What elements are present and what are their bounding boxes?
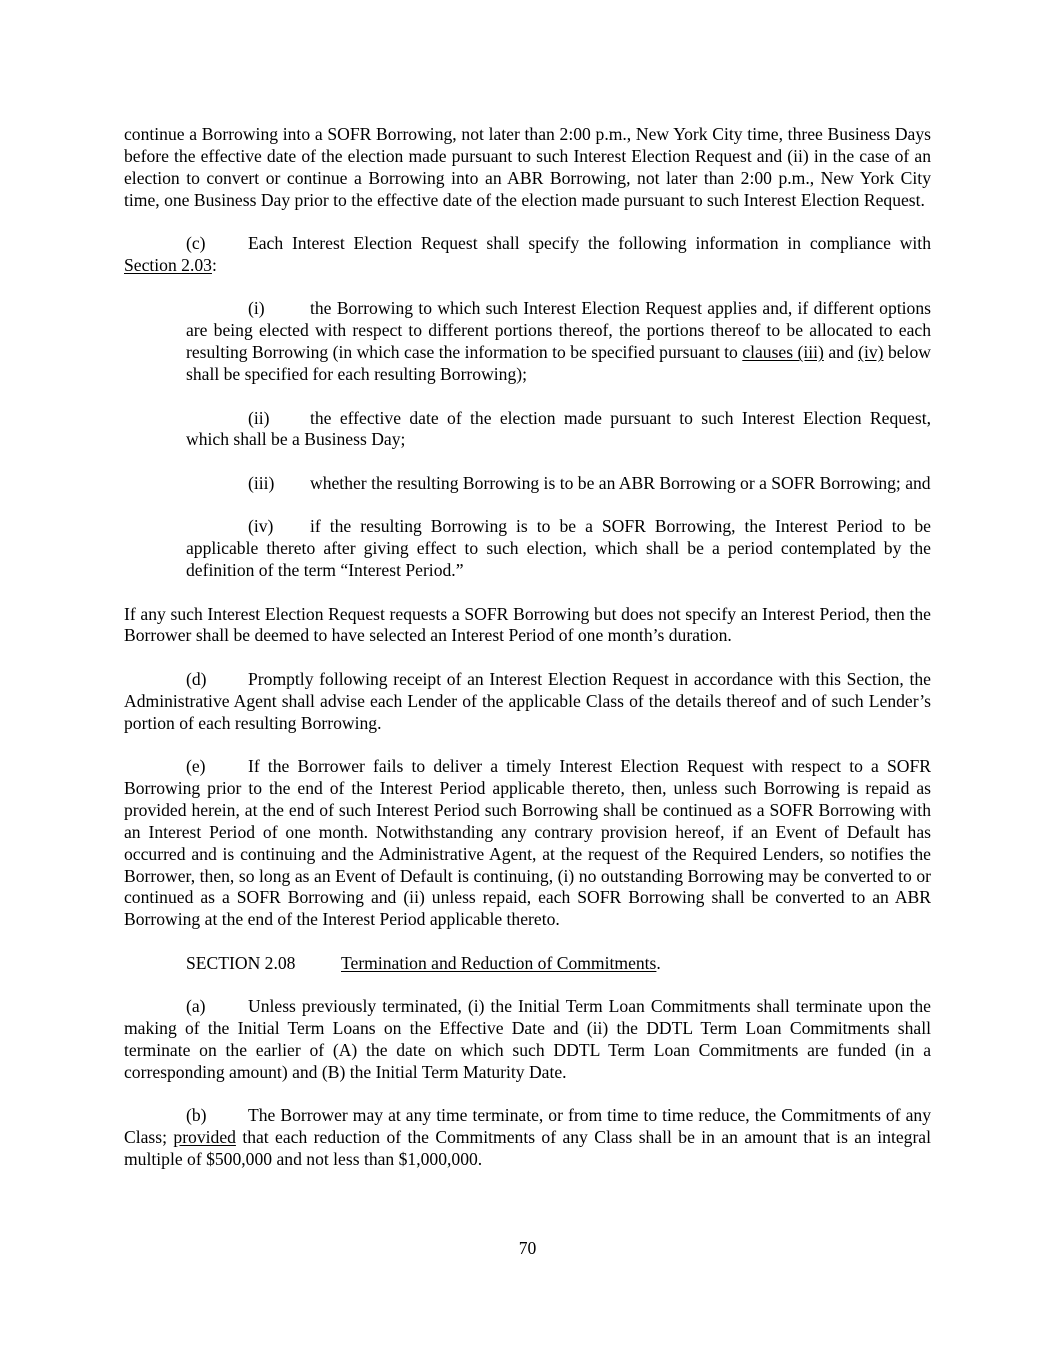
- clause-number-ii: (ii): [248, 407, 270, 428]
- clause-text-e: If the Borrower fails to deliver a timely Interest Election Request with respect to a SOFR Borrowing prior to the end of the Interest Period applicable thereto, then, unless such Borrowing is repaid as provided herein, at the end of such Interest Period such Borrowing shall be continued as a SOFR Borrowing with an Interest Period of one month. Notwithstanding any contrary provision hereof, if an Event of Default has occurred and is continuing and the Administrative Agent, at the request of the Required Lenders, so notifies the Borrower, then, so long as an Event of Default is continuing, (i) no outstanding Borrowing may be converted to or continued as a SOFR Borrowing and (ii) unless repaid, each SOFR Borrowing shall be converted to an ABR Borrowing at the end of the Interest Period applicable thereto.: [124, 756, 931, 930]
- clause-text-b-end: that each reduction of the Commitments of any Class shall be in an amount that is an integral multiple of $500,000 and not less than $1,000,000.: [124, 1127, 931, 1170]
- clause-number-b: (b): [186, 1105, 207, 1126]
- paragraph-d: [124, 669, 931, 735]
- paragraph-c-iii: [186, 473, 931, 495]
- page-number: 70: [518, 1238, 537, 1258]
- clause-number-c: (c): [186, 233, 206, 254]
- clause-number-d: (d): [186, 668, 207, 689]
- clause-text-c: Each Interest Election Request shall specify the following information in compliance with: [248, 233, 931, 254]
- clause-number-e: (e): [186, 756, 206, 777]
- section-title: Termination and Reduction of Commitments: [341, 952, 657, 973]
- provided-reference: provided: [173, 1127, 236, 1148]
- section-reference-2-03: Section 2.03: [124, 255, 212, 276]
- clause-text-d: Promptly following receipt of an Interest Election Request in accordance with this Section, the Administrative Agent shall advise each Lender of the applicable Class of the details thereof and of such Lender’s portion of each resulting Borrowing.: [124, 668, 931, 733]
- clause-text-a: Unless previously terminated, (i) the Initial Term Loan Commitments shall terminate upon the making of the Initial Term Loans on the Effective Date and (ii) the DDTL Term Loan Commitments shall terminate on the earlier of (A) the date on which such DDTL Term Loan Commitments are funded (in a corresponding amount) and (B) the Initial Term Maturity Date.: [124, 996, 931, 1082]
- clause-text-c-tail: :: [211, 255, 217, 276]
- paragraph-if-any: If any such Interest Election Request requests a SOFR Borrowing but does not specify an Interest Period, then the Borrower shall be deemed to have selected an Interest Period of one month’s duration.: [124, 603, 931, 646]
- section-number: SECTION 2.08: [186, 952, 296, 973]
- clause-text-ii: the effective date of the election made pursuant to such Interest Election Request, which shall be a Business Day;: [186, 407, 931, 450]
- section-heading-2-08: [124, 953, 931, 975]
- clause-iv-reference: (iv): [858, 342, 884, 363]
- clause-text-iii: whether the resulting Borrowing is to be an ABR Borrowing or a SOFR Borrowing; and: [310, 472, 931, 493]
- paragraph-2-08-a: [124, 996, 931, 1084]
- paragraph-e: [124, 756, 931, 931]
- clause-text-i-end: below shall be specified for each resulting Borrowing);: [186, 342, 931, 385]
- document-page: [124, 124, 931, 1171]
- clauses-iii-reference: clauses (iii): [742, 342, 824, 363]
- clause-number-a: (a): [186, 996, 206, 1017]
- paragraph-intro: continue a Borrowing into a SOFR Borrowing, not later than 2:00 p.m., New York City time, three Business Days before the effective date of the election made pursuant to such Interest Election Request and (ii) in the case of an election to convert or continue a Borrowing into an ABR Borrowing, not later than 2:00 p.m., New York City time, one Business Day prior to the effective date of the election made pursuant to such Interest Election Request.: [124, 124, 931, 210]
- paragraph-c-ii: [186, 408, 931, 452]
- clause-number-iii: (iii): [248, 472, 275, 493]
- paragraph-c: [124, 233, 931, 277]
- paragraph-c-i: [186, 298, 931, 386]
- paragraph-c-iv: [186, 516, 931, 582]
- clause-text-iv: if the resulting Borrowing is to be a SOFR Borrowing, the Interest Period to be applicable thereto after giving effect to such election, which shall be a period contemplated by the definition of the term “Interest Period.”: [186, 516, 931, 581]
- clause-text-i-and: and: [828, 342, 854, 363]
- section-title-tail: .: [656, 952, 661, 973]
- clause-text-b: The Borrower may at any time terminate, or from time to time reduce, the Commitments of any Class;: [124, 1105, 931, 1148]
- clause-number-i: (i): [248, 298, 265, 319]
- clause-text-i: the Borrowing to which such Interest Election Request applies and, if different options are being elected with respect to different portions thereof, the portions thereof to be allocated to each resulting Borrowing (in which case the information to be specified pursuant to: [186, 298, 931, 363]
- clause-number-iv: (iv): [248, 516, 274, 537]
- paragraph-2-08-b: [124, 1105, 931, 1171]
